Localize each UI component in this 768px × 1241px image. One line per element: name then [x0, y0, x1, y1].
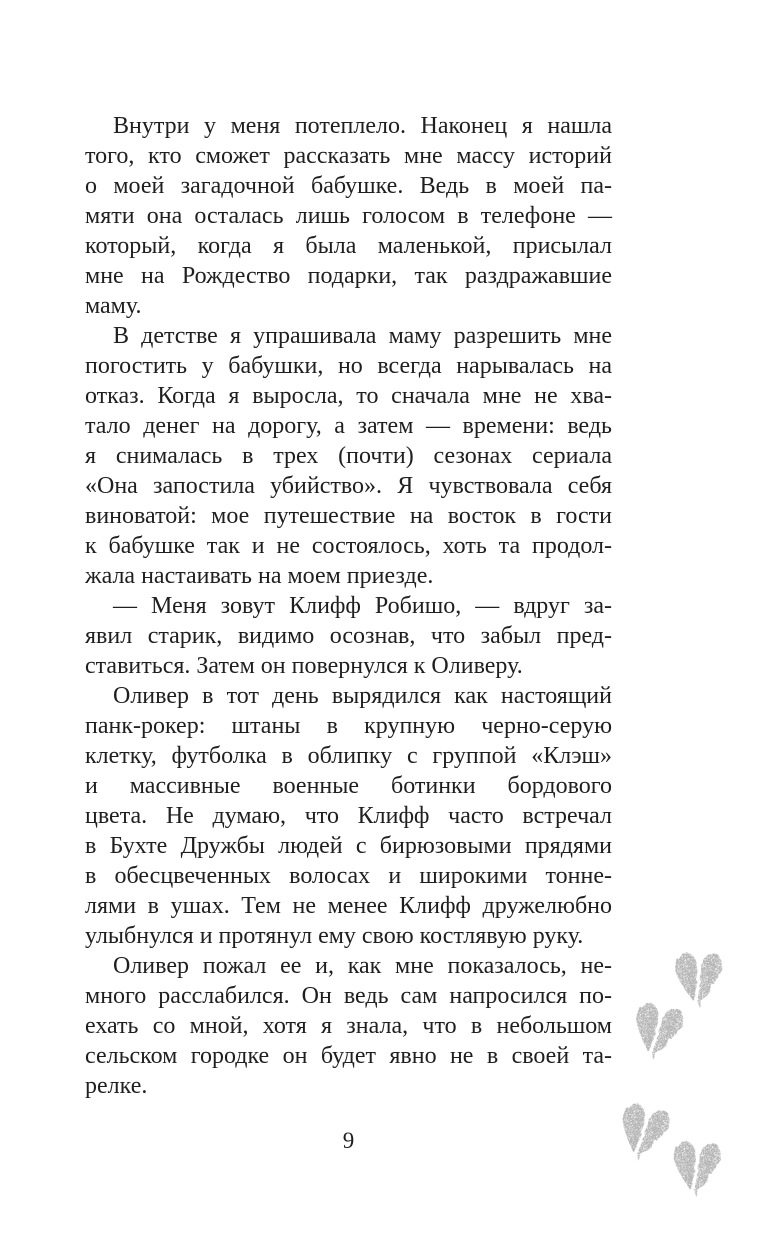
text-line: маму.	[85, 293, 142, 319]
text-line: Внутри у меня потеплело. Наконец я нашла	[113, 113, 612, 139]
text-line: о моей загадочной бабушке. Ведь в моей па-	[85, 173, 612, 199]
text-line: сельском городке он будет явно не в своей та-	[85, 1043, 612, 1069]
text-line: явил старик, видимо осознав, что забыл пред-	[85, 623, 612, 649]
text-line: панк-рокер: штаны в крупную черно-серую	[85, 713, 612, 739]
text-block	[85, 111, 612, 1101]
text-line: в Бухте Дружбы людей с бирюзовыми прядями	[85, 833, 612, 859]
text-line: Оливер пожал ее и, как мне показалось, не-	[113, 953, 612, 979]
paragraph	[85, 321, 612, 591]
text-line: и массивные военные ботинки бордового	[85, 773, 612, 799]
text-line: жала настаивать на моем приезде.	[85, 563, 434, 589]
heart-stamp-icon	[625, 994, 689, 1066]
text-line: ехать со мной, хотя я знала, что в небольшом	[85, 1013, 612, 1039]
heart-stamp-icon	[671, 946, 724, 1011]
text-line: улыбнулся и протянул ему свою костлявую руку.	[85, 923, 584, 949]
text-line: я снималась в трех (почти) сезонах сериала	[85, 443, 612, 469]
text-line: много расслабился. Он ведь сам напросился по-	[85, 983, 612, 1009]
text-line: к бабушке так и не состоялось, хоть та продол-	[85, 533, 612, 559]
text-line: «Она запостила убийство». Я чувствовала себя	[85, 473, 612, 499]
text-line: релке.	[85, 1073, 148, 1099]
text-line: Оливер в тот день вырядился как настоящий	[113, 683, 612, 709]
text-line: в обесцвеченных волосах и широкими тонне-	[85, 863, 612, 889]
paragraph	[85, 591, 612, 681]
heart-stamp-icon	[610, 1094, 675, 1167]
paragraph	[85, 111, 612, 321]
text-line: погостить у бабушки, но всегда нарывалась на	[85, 353, 612, 379]
text-line: лями в ушах. Тем не менее Клифф дружелюбно	[85, 893, 612, 919]
text-line: клетку, футболка в облипку с группой «Клэш»	[85, 743, 612, 769]
text-line: В детстве я упрашивала маму разрешить мне	[113, 323, 612, 349]
text-line: отказ. Когда я выросла, то сначала мне не хва-	[85, 383, 612, 409]
text-line: ставиться. Затем он повернулся к Оливеру.	[85, 653, 523, 679]
paragraph	[85, 681, 612, 951]
text-line: цвета. Не думаю, что Клифф часто встречал	[85, 803, 612, 829]
heart-stamp-icon	[668, 1134, 724, 1201]
text-line: тало денег на дорогу, а затем — времени: ведь	[85, 413, 612, 439]
text-line: — Меня зовут Клифф Робишо, — вдруг за-	[113, 593, 612, 619]
page-number: 9	[342, 1128, 355, 1153]
text-line: виноватой: мое путешествие на восток в гости	[85, 503, 612, 529]
paragraph	[85, 951, 612, 1101]
text-line: мне на Рождество подарки, так раздражавшие	[85, 263, 612, 289]
text-line: который, когда я была маленькой, присылал	[85, 233, 612, 259]
text-line: мяти она осталась лишь голосом в телефоне —	[85, 203, 612, 229]
text-line: того, кто сможет рассказать мне массу историй	[85, 143, 612, 169]
